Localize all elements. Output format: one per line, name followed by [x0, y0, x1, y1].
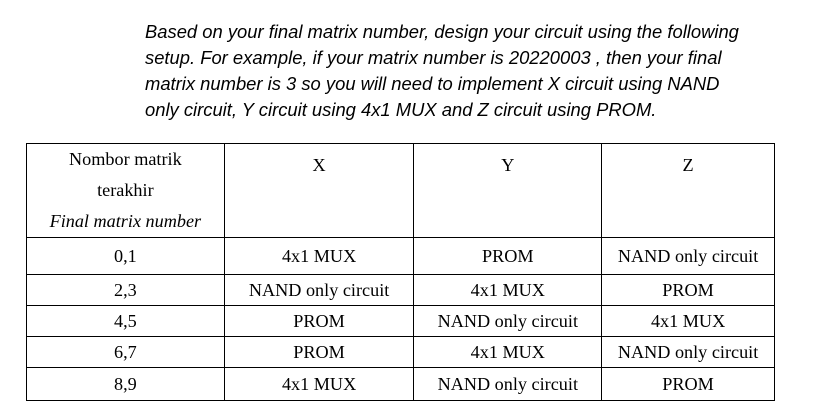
- header-label-malay-line2: terakhir: [97, 180, 154, 200]
- circuit-assignment-table: [26, 143, 775, 401]
- z-circuit-cell: 4x1 MUX: [602, 306, 775, 337]
- z-circuit-cell: PROM: [602, 275, 775, 306]
- x-circuit-cell: PROM: [224, 337, 414, 368]
- header-y-label: Y: [501, 155, 515, 175]
- x-circuit-cell: PROM: [224, 306, 414, 337]
- x-circuit-cell: 4x1 MUX: [224, 238, 414, 275]
- table-row: [27, 275, 775, 306]
- y-circuit-cell: NAND only circuit: [414, 368, 602, 401]
- table-header-row: [27, 144, 775, 238]
- instructions-paragraph: [145, 19, 805, 123]
- y-circuit-cell: NAND only circuit: [414, 306, 602, 337]
- table-row: [27, 368, 775, 401]
- z-circuit-cell: NAND only circuit: [602, 337, 775, 368]
- instructions-line: only circuit, Y circuit using 4x1 MUX and Z circuit using PROM.: [145, 99, 657, 120]
- z-circuit-cell: NAND only circuit: [602, 238, 775, 275]
- header-z: [602, 144, 775, 238]
- z-circuit-cell: PROM: [602, 368, 775, 401]
- matrix-number-cell: 0,1: [27, 238, 225, 275]
- instructions-line: Based on your final matrix number, design your circuit using the following: [145, 21, 739, 42]
- header-y: [414, 144, 602, 238]
- header-x: [224, 144, 414, 238]
- matrix-number-cell: 8,9: [27, 368, 225, 401]
- x-circuit-cell: 4x1 MUX: [224, 368, 414, 401]
- instructions-line: matrix number is 3 so you will need to implement X circuit using NAND: [145, 73, 720, 94]
- y-circuit-cell: 4x1 MUX: [414, 275, 602, 306]
- header-final-matrix-number: [27, 144, 225, 238]
- matrix-number-cell: 4,5: [27, 306, 225, 337]
- header-label-english: Final matrix number: [49, 211, 202, 231]
- table-row: [27, 238, 775, 275]
- x-circuit-cell: NAND only circuit: [224, 275, 414, 306]
- table-row: [27, 306, 775, 337]
- y-circuit-cell: PROM: [414, 238, 602, 275]
- header-label-malay-line1: Nombor matrik: [69, 149, 182, 169]
- y-circuit-cell: 4x1 MUX: [414, 337, 602, 368]
- header-z-label: Z: [682, 155, 694, 175]
- instructions-line: setup. For example, if your matrix number is 20220003 , then your final: [145, 47, 722, 68]
- header-x-label: X: [312, 155, 326, 175]
- table-row: [27, 337, 775, 368]
- matrix-number-cell: 6,7: [27, 337, 225, 368]
- matrix-number-cell: 2,3: [27, 275, 225, 306]
